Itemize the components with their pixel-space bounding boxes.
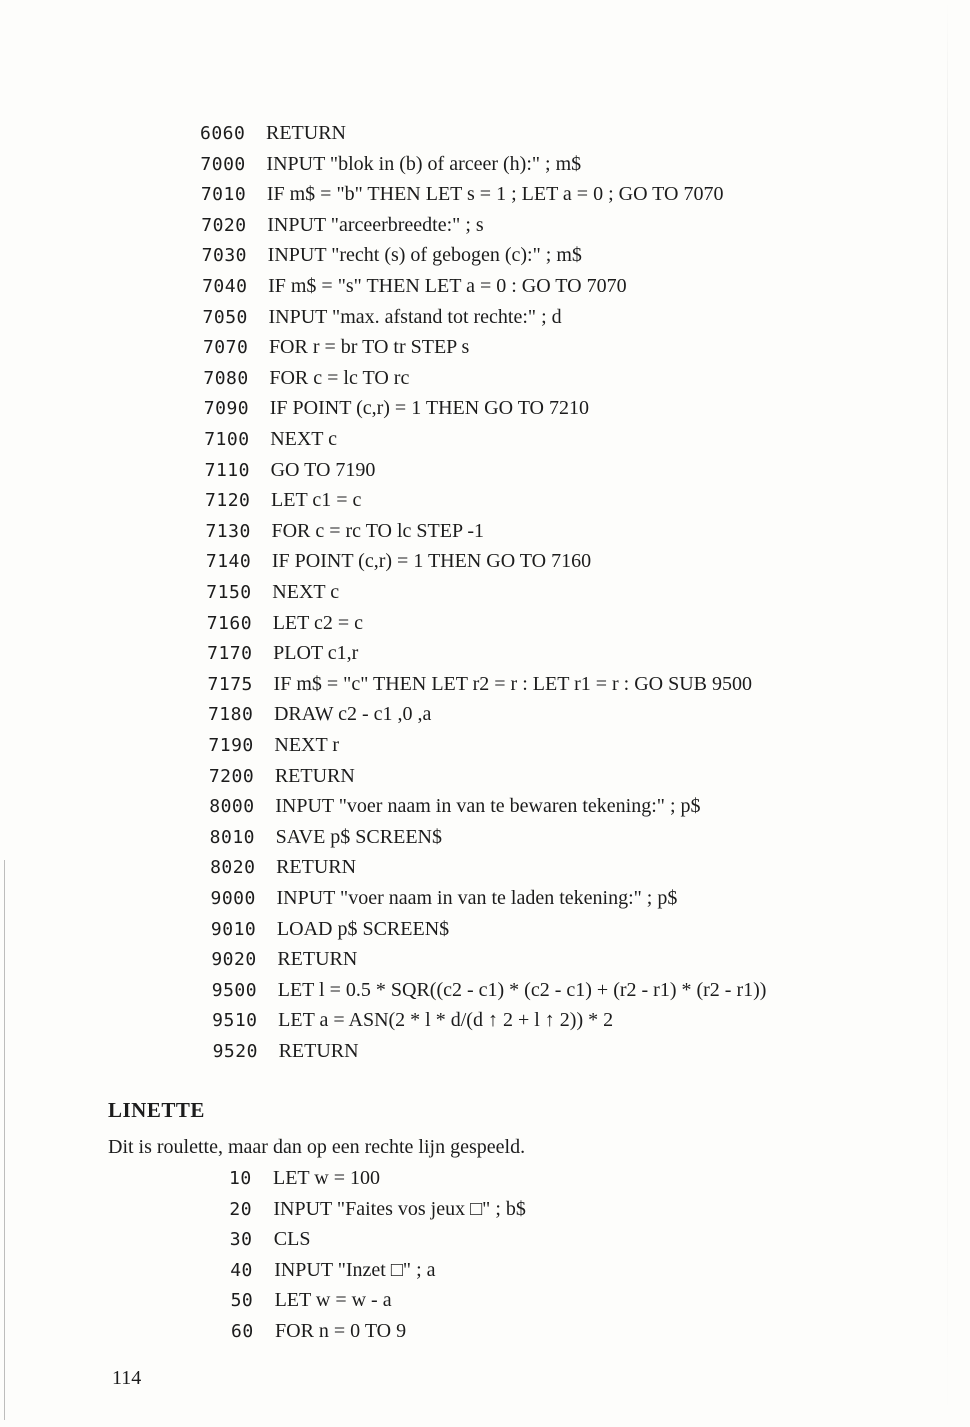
line-statement: NEXT c [270, 428, 338, 450]
page-number: 114 [112, 1367, 142, 1389]
line-statement: RETURN [278, 1040, 359, 1062]
line-statement: IF m$ = "b" THEN LET s = 1 ; LET a = 0 ; GO TO 7070 [266, 183, 724, 206]
line-statement: RETURN [277, 948, 358, 971]
line-statement: SAVE p$ SCREEN$ [275, 825, 442, 848]
code-line [206, 577, 339, 607]
line-statement: LET w = w - a [274, 1289, 392, 1312]
code-line [211, 883, 678, 913]
line-number: 9010 [210, 918, 257, 940]
line-number: 8020 [210, 857, 256, 879]
line-number: 7190 [208, 735, 254, 756]
code-line [207, 608, 363, 638]
line-number: 7150 [206, 582, 252, 603]
line-statement: FOR c = rc TO lc STEP -1 [271, 519, 485, 542]
line-number: 40 [230, 1259, 253, 1281]
line-statement: LET c1 = c [271, 489, 362, 512]
code-line [201, 179, 724, 209]
line-number: 7050 [202, 306, 248, 328]
line-statement: INPUT "recht (s) of gebogen (c):" ; m$ [267, 244, 582, 267]
code-line [204, 393, 589, 423]
line-number: 7030 [201, 245, 248, 267]
line-statement: FOR c = lc TO rc [269, 366, 410, 389]
code-line [204, 424, 337, 454]
page-edge-line [4, 860, 5, 1420]
line-number: 7090 [203, 398, 250, 420]
line-statement: FOR n = 0 TO 9 [275, 1320, 407, 1342]
line-number: 7130 [205, 520, 251, 542]
line-number: 7020 [201, 214, 247, 236]
line-statement: INPUT "arceerbreedte:" ; s [267, 213, 484, 236]
line-number: 7180 [207, 704, 254, 726]
code-line [202, 240, 582, 270]
code-line [205, 455, 376, 485]
line-statement: LET w = 100 [273, 1167, 381, 1189]
code-line [200, 118, 346, 148]
line-statement: DRAW c2 - c1 ,0 ,a [273, 703, 432, 726]
line-statement: IF POINT (c,r) = 1 THEN GO TO 7160 [271, 550, 592, 573]
line-number: 50 [230, 1290, 254, 1312]
code-line [208, 669, 752, 699]
line-statement: RETURN [266, 122, 346, 144]
code-line [209, 761, 355, 791]
line-number: 30 [229, 1229, 253, 1251]
line-number: 7040 [202, 276, 248, 297]
code-line [208, 699, 431, 729]
code-line [209, 791, 700, 821]
line-number: 7160 [206, 612, 253, 634]
line-statement: INPUT "Inzet □" ; a [274, 1258, 436, 1281]
line-statement: LOAD p$ SCREEN$ [276, 917, 450, 940]
section-description: Dit is roulette, maar dan op een rechte lijn gespeeld. [108, 1136, 526, 1158]
line-statement: IF m$ = "c" THEN LET r2 = r : LET r1 = r : GO SUB 9500 [273, 672, 753, 695]
line-statement: NEXT c [272, 581, 340, 603]
line-statement: INPUT "blok in (b) of arceer (h):" ; m$ [266, 152, 582, 175]
line-statement: LET c2 = c [272, 611, 364, 634]
line-statement: LET l = 0.5 * SQR((c2 - c1) * (c2 - c1) + (r2 - r1) * (r2 - r1)) [277, 978, 767, 1001]
line-number: 7070 [202, 337, 249, 359]
code-line [207, 638, 358, 668]
line-statement: CLS [273, 1228, 311, 1251]
line-number: 7200 [208, 765, 255, 787]
line-number: 7000 [200, 153, 246, 175]
line-statement: INPUT "voer naam in van te laden tekening:" ; p$ [276, 887, 678, 909]
code-line [211, 914, 449, 944]
line-number: 20 [229, 1198, 253, 1220]
code-line [203, 302, 562, 332]
line-number: 9500 [211, 979, 258, 1001]
code-line [210, 822, 442, 852]
section-title: LINETTE [108, 1098, 205, 1122]
code-line [205, 516, 484, 546]
line-statement: PLOT c1,r [273, 642, 359, 665]
code-line [213, 1036, 359, 1066]
code-line [212, 1005, 613, 1035]
code-line [201, 210, 483, 240]
code-line [212, 975, 767, 1005]
code-line [203, 363, 409, 393]
line-number: 7080 [203, 367, 249, 389]
code-line [230, 1255, 435, 1285]
line-statement: INPUT "Faites vos jeux □" ; b$ [273, 1197, 526, 1220]
code-line [208, 730, 339, 760]
code-line [231, 1285, 392, 1315]
line-statement: IF m$ = "s" THEN LET a = 0 : GO TO 7070 [268, 275, 627, 297]
page-edge-shadow [947, 0, 948, 1427]
line-number: 7140 [205, 551, 252, 573]
line-number: 10 [229, 1168, 252, 1189]
code-line [203, 332, 469, 362]
line-number: 8010 [209, 826, 256, 848]
line-statement: RETURN [274, 764, 355, 787]
line-number: 9510 [212, 1010, 258, 1032]
line-statement: NEXT r [274, 734, 340, 756]
line-number: 7100 [204, 429, 250, 450]
line-number: 7120 [205, 490, 251, 512]
code-line [200, 149, 581, 179]
line-statement: IF POINT (c,r) = 1 THEN GO TO 7210 [269, 397, 589, 420]
code-line [202, 271, 627, 301]
code-line [206, 546, 591, 576]
code-line [211, 944, 357, 974]
line-number: 9520 [212, 1041, 258, 1062]
line-number: 6060 [200, 123, 246, 144]
line-statement: RETURN [276, 856, 357, 879]
line-statement: FOR r = br TO tr STEP s [268, 336, 470, 359]
line-number: 60 [231, 1321, 254, 1342]
code-line [205, 485, 361, 515]
line-statement: INPUT "max. afstand tot rechte:" ; d [268, 305, 562, 328]
line-number: 7010 [200, 184, 247, 206]
code-line [231, 1316, 406, 1346]
line-number: 8000 [209, 796, 255, 818]
code-line [229, 1194, 525, 1224]
line-statement: GO TO 7190 [270, 458, 376, 481]
line-number: 7175 [207, 673, 253, 695]
line-statement: LET a = ASN(2 * l * d/(d ↑ 2 + l ↑ 2)) * 2 [278, 1009, 614, 1032]
code-line [229, 1163, 380, 1193]
line-number: 9000 [210, 888, 256, 909]
code-line [230, 1224, 311, 1254]
line-number: 7170 [207, 643, 253, 665]
line-statement: INPUT "voer naam in van te bewaren tekening:" ; p$ [275, 795, 701, 818]
line-number: 7110 [204, 459, 250, 481]
line-number: 9020 [211, 949, 257, 971]
code-line [210, 852, 356, 882]
